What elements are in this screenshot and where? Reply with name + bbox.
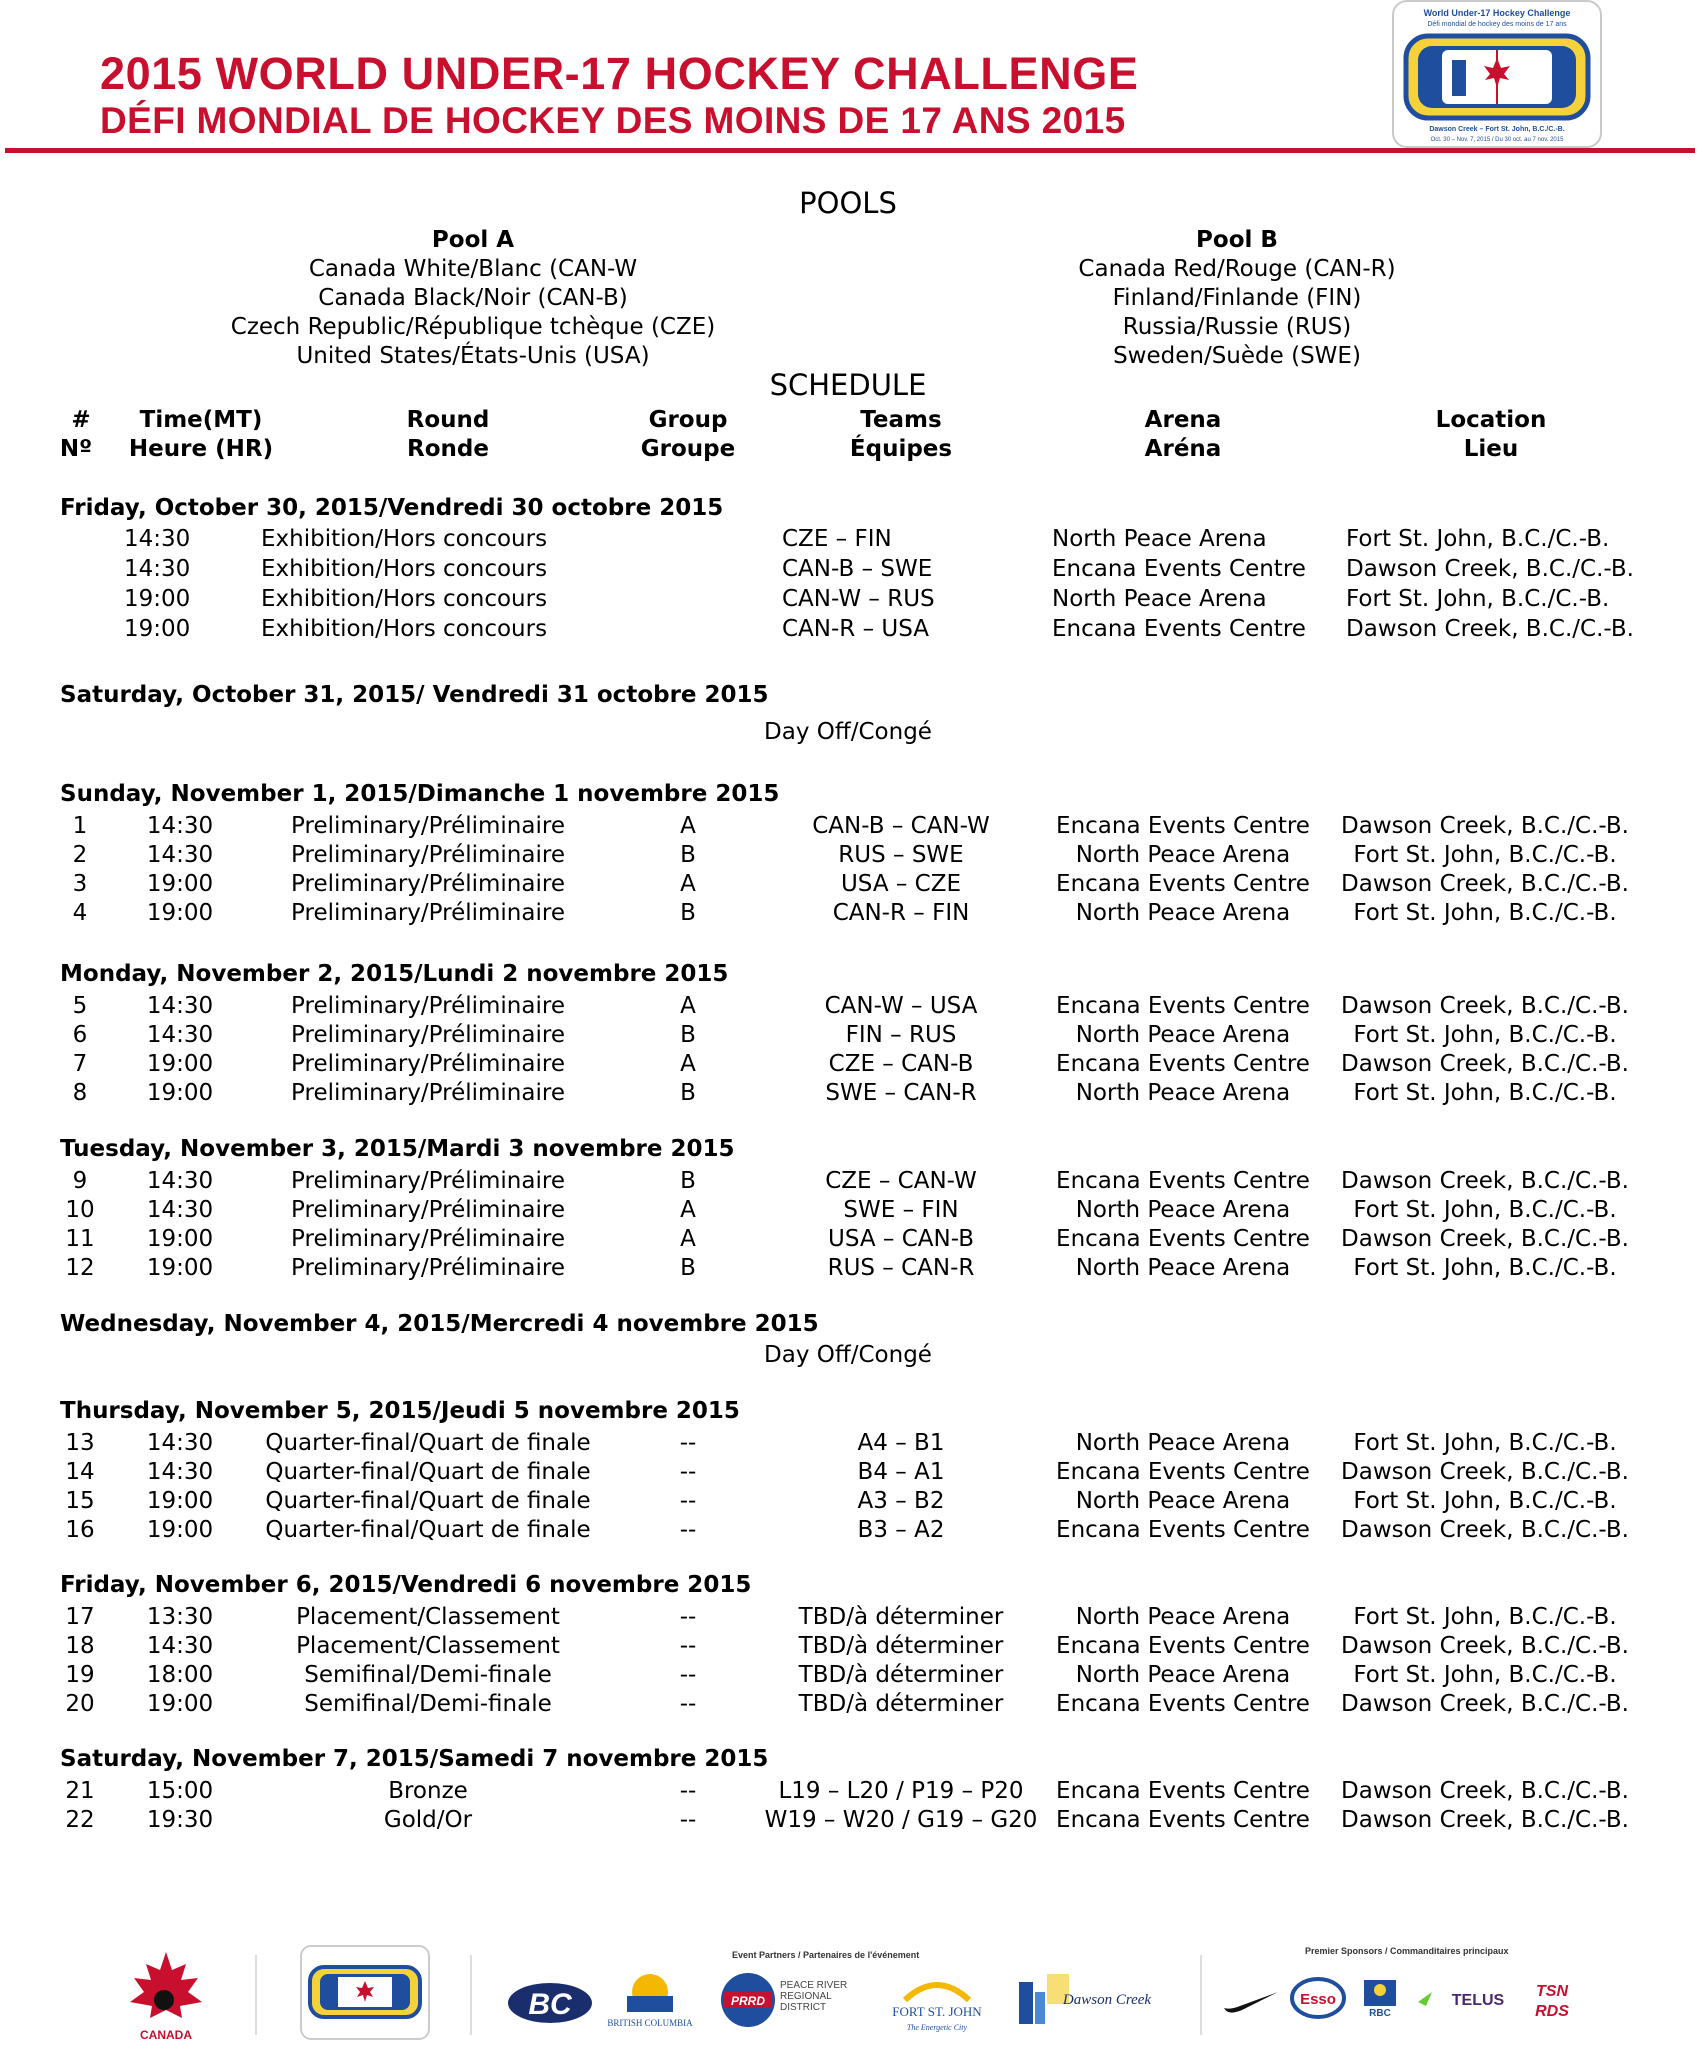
- game-arena: Encana Events Centre: [1052, 556, 1306, 582]
- game-time: 19:00: [146, 1051, 214, 1077]
- game-round: Exhibition/Hors concours: [261, 556, 548, 582]
- hockey-canada-logo: [118, 1948, 214, 2042]
- col-location-en: Location: [1435, 407, 1547, 433]
- game-number: 7: [72, 1051, 88, 1077]
- game-round: Quarter-final/Quart de finale: [265, 1488, 591, 1514]
- game-group: --: [679, 1807, 697, 1833]
- telus-text: TELUS: [1451, 1992, 1505, 2009]
- game-teams: CAN-R – USA: [782, 616, 929, 642]
- game-location: Dawson Creek, B.C./C.-B.: [1341, 1226, 1629, 1252]
- sponsor-divider: [470, 1955, 472, 2035]
- game-arena: North Peace Arena: [1075, 842, 1291, 868]
- game-arena: Encana Events Centre: [1056, 1778, 1310, 1804]
- game-location: Dawson Creek, B.C./C.-B.: [1341, 1633, 1629, 1659]
- game-teams: CAN-R – FIN: [832, 900, 970, 926]
- game-arena: North Peace Arena: [1075, 1488, 1291, 1514]
- game-teams: CAN-W – RUS: [782, 586, 935, 612]
- game-time: 19:00: [146, 1255, 214, 1281]
- pool-a-team: United States/États-Unis (USA): [296, 343, 650, 369]
- game-time: 14:30: [146, 1459, 214, 1485]
- game-teams: TBD/à déterminer: [798, 1604, 1004, 1630]
- game-number: 6: [72, 1022, 88, 1048]
- game-group: --: [679, 1488, 697, 1514]
- col-time-fr: Heure (HR): [128, 436, 274, 462]
- game-time: 19:00: [146, 871, 214, 897]
- prrd-name: PEACE RIVER REGIONAL DISTRICT: [780, 1980, 848, 2013]
- col-teams-en: Teams: [860, 407, 942, 433]
- game-teams: TBD/à déterminer: [798, 1662, 1004, 1688]
- game-group: A: [680, 993, 696, 1019]
- prrd-text: PRRD: [730, 1994, 766, 2008]
- col-arena-en: Arena: [1144, 407, 1222, 433]
- game-arena: Encana Events Centre: [1056, 1517, 1310, 1543]
- game-round: Preliminary/Préliminaire: [291, 900, 565, 926]
- game-group: --: [679, 1459, 697, 1485]
- esso-text: Esso: [1300, 1991, 1336, 2008]
- logo-subtitle: Défi mondial de hockey des moins de 17 ans: [1427, 21, 1567, 28]
- game-time: 14:30: [146, 1430, 214, 1456]
- rbc-text: RBC: [1369, 2008, 1391, 2019]
- game-number: 2: [72, 842, 88, 868]
- game-round: Exhibition/Hors concours: [261, 586, 548, 612]
- game-location: Dawson Creek, B.C./C.-B.: [1346, 556, 1634, 582]
- game-time: 14:30: [146, 1022, 214, 1048]
- bc-text: BC: [528, 1988, 572, 2021]
- game-group: --: [679, 1633, 697, 1659]
- game-location: Fort St. John, B.C./C.-B.: [1353, 1080, 1617, 1106]
- game-round: Exhibition/Hors concours: [261, 526, 548, 552]
- game-teams: A4 – B1: [857, 1430, 945, 1456]
- pool-b-team: Sweden/Suède (SWE): [1113, 343, 1361, 369]
- game-round: Exhibition/Hors concours: [261, 616, 548, 642]
- sponsor-divider: [1200, 1955, 1202, 2035]
- game-round: Quarter-final/Quart de finale: [265, 1517, 591, 1543]
- game-location: Fort St. John, B.C./C.-B.: [1353, 1662, 1617, 1688]
- game-time: 14:30: [146, 842, 214, 868]
- game-time: 18:00: [146, 1662, 214, 1688]
- game-teams: RUS – CAN-R: [827, 1255, 975, 1281]
- col-group-en: Group: [648, 407, 728, 433]
- game-group: --: [679, 1430, 697, 1456]
- game-location: Fort St. John, B.C./C.-B.: [1353, 1022, 1617, 1048]
- game-number: 19: [65, 1662, 95, 1688]
- game-group: A: [680, 1051, 696, 1077]
- title-french: DÉFI MONDIAL DE HOCKEY DES MOINS DE 17 ANS 2015: [100, 100, 1126, 141]
- col-group-fr: Groupe: [640, 436, 736, 462]
- day-off-label: Day Off/Congé: [764, 1342, 932, 1368]
- game-group: B: [680, 1168, 696, 1194]
- game-location: Dawson Creek, B.C./C.-B.: [1341, 1517, 1629, 1543]
- game-arena: North Peace Arena: [1075, 1197, 1291, 1223]
- game-number: 15: [65, 1488, 95, 1514]
- game-time: 14:30: [124, 556, 191, 582]
- col-round-fr: Ronde: [407, 436, 489, 462]
- bc-logo: [505, 1978, 595, 2028]
- game-round: Quarter-final/Quart de finale: [265, 1430, 591, 1456]
- tournament-logo-footer: [300, 1945, 430, 2040]
- title-english: 2015 WORLD UNDER-17 HOCKEY CHALLENGE: [100, 48, 1139, 99]
- game-number: 12: [65, 1255, 95, 1281]
- game-teams: CAN-B – CAN-W: [812, 813, 990, 839]
- game-round: Semifinal/Demi-finale: [304, 1691, 552, 1717]
- game-round: Placement/Classement: [296, 1604, 560, 1630]
- game-arena: North Peace Arena: [1052, 526, 1267, 552]
- game-group: --: [679, 1691, 697, 1717]
- col-num-fr: Nº: [59, 436, 93, 462]
- game-round: Gold/Or: [383, 1807, 473, 1833]
- game-number: 5: [72, 993, 88, 1019]
- game-group: A: [680, 871, 696, 897]
- game-arena: North Peace Arena: [1052, 586, 1267, 612]
- game-number: 9: [72, 1168, 88, 1194]
- game-number: 10: [65, 1197, 95, 1223]
- game-teams: A3 – B2: [857, 1488, 945, 1514]
- game-round: Preliminary/Préliminaire: [291, 1197, 565, 1223]
- game-location: Dawson Creek, B.C./C.-B.: [1346, 616, 1634, 642]
- game-round: Placement/Classement: [296, 1633, 560, 1659]
- game-group: B: [680, 1022, 696, 1048]
- game-time: 14:30: [146, 1197, 214, 1223]
- col-time-en: Time(MT): [139, 407, 263, 433]
- day-heading: Tuesday, November 3, 2015/Mardi 3 novembre 2015: [60, 1136, 735, 1162]
- game-round: Preliminary/Préliminaire: [291, 1168, 565, 1194]
- game-arena: Encana Events Centre: [1056, 1633, 1310, 1659]
- game-arena: North Peace Arena: [1075, 1662, 1291, 1688]
- game-number: 21: [65, 1778, 95, 1804]
- game-location: Fort St. John, B.C./C.-B.: [1353, 900, 1617, 926]
- game-location: Dawson Creek, B.C./C.-B.: [1341, 1691, 1629, 1717]
- game-round: Preliminary/Préliminaire: [291, 1226, 565, 1252]
- sponsor-divider: [255, 1955, 257, 2035]
- game-group: --: [679, 1517, 697, 1543]
- pool-b-title: Pool B: [1196, 227, 1278, 253]
- game-time: 19:00: [146, 1691, 214, 1717]
- game-number: 8: [72, 1080, 88, 1106]
- pool-a-team: Canada Black/Noir (CAN-B): [318, 285, 628, 311]
- event-partners-label: Event Partners / Partenaires de l'événement: [732, 1950, 920, 1960]
- game-number: 14: [65, 1459, 95, 1485]
- canada-text: CANADA: [140, 2028, 192, 2042]
- col-arena-fr: Aréna: [1144, 436, 1222, 462]
- game-time: 13:30: [146, 1604, 214, 1630]
- game-number: 11: [65, 1226, 95, 1252]
- day-off-label: Day Off/Congé: [764, 719, 932, 745]
- british-columbia-logo: [607, 1968, 693, 2040]
- header-rule: [5, 148, 1695, 153]
- game-number: 17: [65, 1604, 95, 1630]
- game-arena: Encana Events Centre: [1056, 1459, 1310, 1485]
- game-location: Fort St. John, B.C./C.-B.: [1353, 1430, 1617, 1456]
- game-round: Preliminary/Préliminaire: [291, 871, 565, 897]
- game-teams: FIN – RUS: [845, 1022, 957, 1048]
- game-location: Fort St. John, B.C./C.-B.: [1353, 1604, 1617, 1630]
- game-time: 14:30: [124, 526, 191, 552]
- game-group: B: [680, 1255, 696, 1281]
- rds-text: RDS: [1535, 2003, 1569, 2020]
- game-arena: Encana Events Centre: [1056, 1051, 1310, 1077]
- day-heading: Friday, November 6, 2015/Vendredi 6 novembre 2015: [60, 1572, 752, 1598]
- pool-a-team: Czech Republic/République tchèque (CZE): [230, 314, 716, 340]
- day-heading: Thursday, November 5, 2015/Jeudi 5 novembre 2015: [60, 1398, 740, 1424]
- game-teams: B4 – A1: [857, 1459, 945, 1485]
- game-teams: CZE – CAN-W: [825, 1168, 977, 1194]
- game-arena: Encana Events Centre: [1056, 1691, 1310, 1717]
- pool-b-team: Russia/Russie (RUS): [1122, 314, 1352, 340]
- game-arena: North Peace Arena: [1075, 1080, 1291, 1106]
- game-round: Preliminary/Préliminaire: [291, 813, 565, 839]
- game-teams: W19 – W20 / G19 – G20: [764, 1807, 1038, 1833]
- game-teams: RUS – SWE: [838, 842, 964, 868]
- game-round: Bronze: [388, 1778, 468, 1804]
- game-location: Dawson Creek, B.C./C.-B.: [1341, 1778, 1629, 1804]
- game-teams: CAN-B – SWE: [782, 556, 933, 582]
- game-arena: Encana Events Centre: [1056, 1226, 1310, 1252]
- game-location: Dawson Creek, B.C./C.-B.: [1341, 871, 1629, 897]
- game-round: Quarter-final/Quart de finale: [265, 1459, 591, 1485]
- game-time: 14:30: [146, 1633, 214, 1659]
- tsn-text: TSN: [1536, 1983, 1568, 2000]
- tournament-logo: [1392, 0, 1602, 148]
- day-heading: Wednesday, November 4, 2015/Mercredi 4 novembre 2015: [60, 1311, 819, 1337]
- game-round: Preliminary/Préliminaire: [291, 1051, 565, 1077]
- game-teams: CAN-W – USA: [824, 993, 978, 1019]
- game-group: --: [679, 1778, 697, 1804]
- game-teams: TBD/à déterminer: [798, 1633, 1004, 1659]
- game-arena: Encana Events Centre: [1056, 993, 1310, 1019]
- telus-logo: [1412, 1984, 1522, 2014]
- tsn-rds-logo: [1528, 1978, 1576, 2022]
- game-round: Preliminary/Préliminaire: [291, 842, 565, 868]
- game-group: B: [680, 900, 696, 926]
- prrd-logo: [718, 1970, 863, 2030]
- game-number: 20: [65, 1691, 95, 1717]
- game-number: 18: [65, 1633, 95, 1659]
- game-arena: Encana Events Centre: [1056, 1168, 1310, 1194]
- pool-b-team: Finland/Finlande (FIN): [1112, 285, 1362, 311]
- game-group: B: [680, 1080, 696, 1106]
- col-location-fr: Lieu: [1463, 436, 1519, 462]
- game-time: 19:00: [146, 1080, 214, 1106]
- game-round: Preliminary/Préliminaire: [291, 1080, 565, 1106]
- game-location: Fort St. John, B.C./C.-B.: [1353, 842, 1617, 868]
- pools-heading: POOLS: [799, 186, 897, 220]
- game-round: Preliminary/Préliminaire: [291, 993, 565, 1019]
- col-teams-fr: Équipes: [849, 436, 953, 462]
- game-arena: Encana Events Centre: [1052, 616, 1306, 642]
- game-round: Preliminary/Préliminaire: [291, 1255, 565, 1281]
- col-round-en: Round: [406, 407, 490, 433]
- pool-b-team: Canada Red/Rouge (CAN-R): [1078, 256, 1396, 282]
- game-round: Preliminary/Préliminaire: [291, 1022, 565, 1048]
- game-location: Dawson Creek, B.C./C.-B.: [1341, 1807, 1629, 1833]
- game-teams: SWE – CAN-R: [825, 1080, 977, 1106]
- game-group: A: [680, 1197, 696, 1223]
- pool-a-team: Canada White/Blanc (CAN-W: [308, 256, 638, 282]
- game-time: 19:00: [146, 900, 214, 926]
- game-location: Fort St. John, B.C./C.-B.: [1346, 526, 1610, 552]
- game-teams: SWE – FIN: [843, 1197, 959, 1223]
- game-arena: Encana Events Centre: [1056, 1807, 1310, 1833]
- game-teams: L19 – L20 / P19 – P20: [778, 1778, 1024, 1804]
- esso-logo: [1290, 1976, 1346, 2020]
- game-location: Dawson Creek, B.C./C.-B.: [1341, 1168, 1629, 1194]
- game-location: Fort St. John, B.C./C.-B.: [1353, 1488, 1617, 1514]
- day-heading: Monday, November 2, 2015/Lundi 2 novembre 2015: [60, 961, 729, 987]
- game-teams: B3 – A2: [857, 1517, 945, 1543]
- game-time: 15:00: [146, 1778, 214, 1804]
- game-number: 1: [72, 813, 88, 839]
- game-time: 14:30: [146, 1168, 214, 1194]
- game-arena: North Peace Arena: [1075, 1604, 1291, 1630]
- game-location: Dawson Creek, B.C./C.-B.: [1341, 993, 1629, 1019]
- pool-a-title: Pool A: [431, 227, 515, 253]
- day-heading: Sunday, November 1, 2015/Dimanche 1 novembre 2015: [60, 781, 780, 807]
- game-number: 3: [72, 871, 88, 897]
- game-location: Fort St. John, B.C./C.-B.: [1353, 1255, 1617, 1281]
- game-location: Dawson Creek, B.C./C.-B.: [1341, 1051, 1629, 1077]
- game-group: --: [679, 1662, 697, 1688]
- game-teams: USA – CZE: [840, 871, 962, 897]
- game-time: 19:00: [124, 616, 191, 642]
- game-group: A: [680, 1226, 696, 1252]
- game-arena: North Peace Arena: [1075, 1430, 1291, 1456]
- game-time: 19:00: [146, 1226, 214, 1252]
- game-teams: CZE – FIN: [782, 526, 892, 552]
- game-arena: North Peace Arena: [1075, 1022, 1291, 1048]
- dawson-creek-logo: [1015, 1968, 1150, 2038]
- premier-sponsors-label: Premier Sponsors / Commanditaires principaux: [1305, 1946, 1509, 1956]
- logo-title: World Under-17 Hockey Challenge: [1423, 8, 1571, 18]
- game-arena: North Peace Arena: [1075, 900, 1291, 926]
- game-number: 4: [72, 900, 88, 926]
- fort-st-john-logo: [885, 1968, 990, 2040]
- game-number: 13: [65, 1430, 95, 1456]
- game-time: 19:00: [146, 1517, 214, 1543]
- game-location: Fort St. John, B.C./C.-B.: [1346, 586, 1610, 612]
- game-group: A: [680, 813, 696, 839]
- game-number: 16: [65, 1517, 95, 1543]
- day-heading: Saturday, November 7, 2015/Samedi 7 novembre 2015: [60, 1746, 769, 1772]
- game-round: Semifinal/Demi-finale: [304, 1662, 552, 1688]
- game-time: 14:30: [146, 993, 214, 1019]
- game-time: 19:00: [124, 586, 191, 612]
- swoosh-logo: [1220, 1982, 1280, 2018]
- game-location: Dawson Creek, B.C./C.-B.: [1341, 1459, 1629, 1485]
- fsj-tagline: The Energetic City: [906, 2023, 968, 2032]
- game-arena: North Peace Arena: [1075, 1255, 1291, 1281]
- day-heading: Saturday, October 31, 2015/ Vendredi 31 octobre 2015: [60, 682, 769, 708]
- game-location: Fort St. John, B.C./C.-B.: [1353, 1197, 1617, 1223]
- game-teams: TBD/à déterminer: [798, 1691, 1004, 1717]
- game-time: 19:00: [146, 1488, 214, 1514]
- rbc-logo: [1362, 1978, 1398, 2018]
- british-columbia-text: BRITISH COLUMBIA: [607, 2018, 693, 2028]
- day-heading: Friday, October 30, 2015/Vendredi 30 octobre 2015: [60, 495, 724, 521]
- logo-dates: Oct. 30 – Nov. 7, 2015 / Du 30 oct. au 7 nov. 2015: [1430, 137, 1564, 143]
- game-teams: CZE – CAN-B: [828, 1051, 974, 1077]
- schedule-heading: SCHEDULE: [769, 368, 927, 402]
- game-time: 14:30: [146, 813, 214, 839]
- logo-host-cities: Dawson Creek – Fort St. John, B.C./C.-B.: [1429, 126, 1565, 133]
- game-time: 19:30: [146, 1807, 214, 1833]
- game-arena: Encana Events Centre: [1056, 813, 1310, 839]
- game-location: Dawson Creek, B.C./C.-B.: [1341, 813, 1629, 839]
- game-number: 22: [65, 1807, 95, 1833]
- col-num-en: #: [71, 407, 91, 433]
- game-group: --: [679, 1604, 697, 1630]
- game-arena: Encana Events Centre: [1056, 871, 1310, 897]
- fsj-text: FORT ST. JOHN: [892, 2004, 982, 2019]
- game-teams: USA – CAN-B: [828, 1226, 974, 1252]
- dawson-text: Dawson Creek: [1062, 1992, 1152, 2008]
- game-group: B: [680, 842, 696, 868]
